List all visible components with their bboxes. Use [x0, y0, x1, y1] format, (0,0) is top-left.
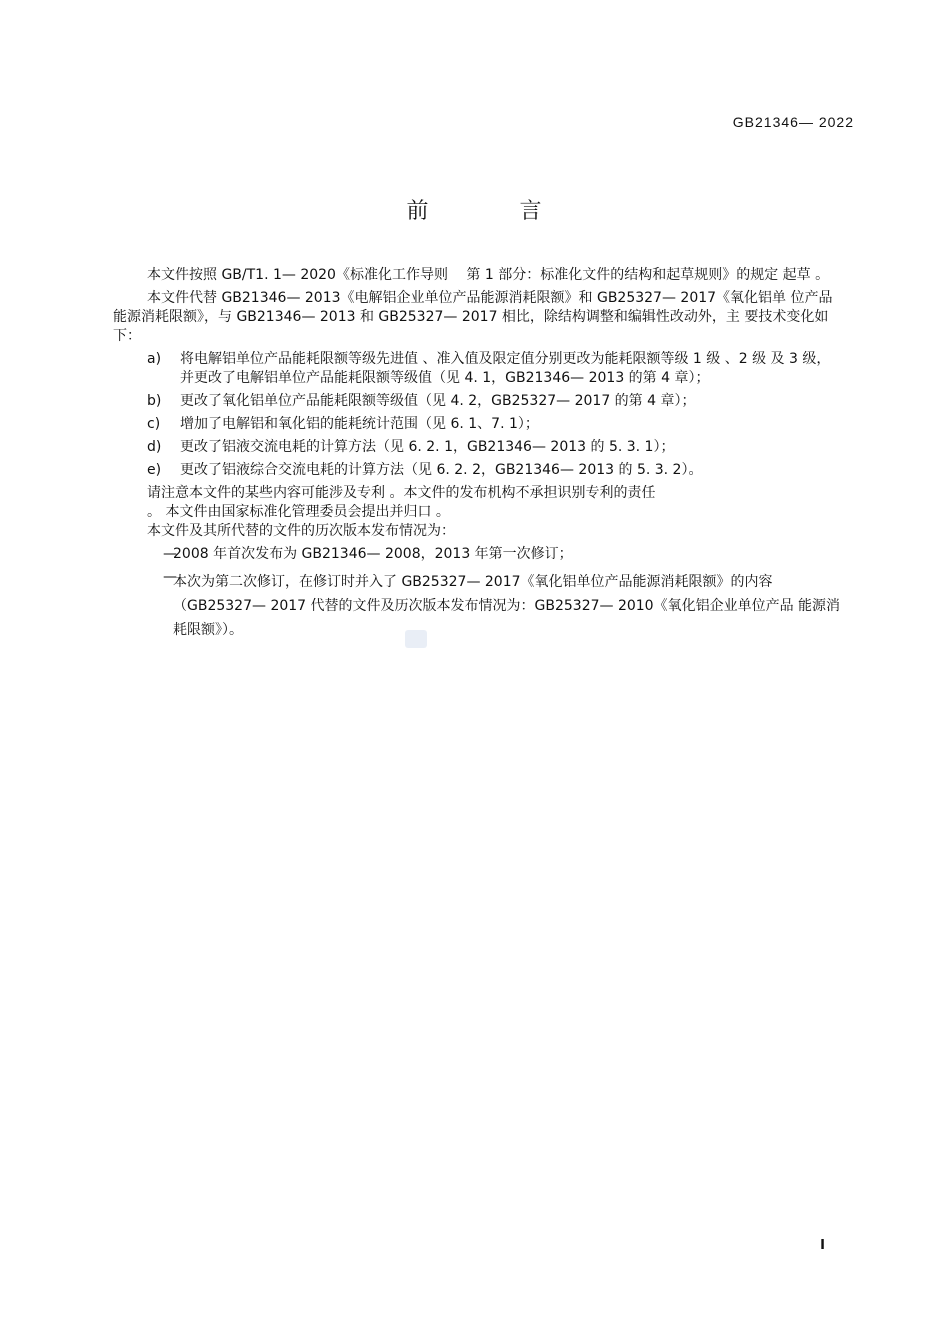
list-item-text: 更改了氧化铝单位产品能耗限额等级值（见 4. 2，GB25327— 2017 的第 4 章）； [180, 393, 696, 409]
list-marker: a) [147, 351, 162, 367]
patent-notice-line1: 请注意本文件的某些内容可能涉及专利 。本文件的发布机构不承担识别专利的责任 [147, 485, 656, 501]
list-item-change [113, 415, 843, 434]
page-number: I [820, 1238, 825, 1253]
list-item-change [113, 438, 843, 457]
dash-marker: — [163, 546, 177, 562]
list-item-text: 增加了电解铝和氧化铝的能耗统计范围（见 6. 1、7. 1）； [180, 416, 539, 432]
patent-notice-line2: 。 本文件由国家标准化管理委员会提出并归口 。 [147, 504, 450, 520]
foreword-body [113, 266, 843, 646]
paragraph-replacement: 本文件代替 GB21346— 2013《电解铝企业单位产品能源消耗限额》和 GB25327— 2017《氧化铝单 位产品能源消耗限额》，与 GB21346— 2013 和 GB25327— 2017 相比，除结构调整和编辑性改动外，主 要技术变化如下： [113, 290, 833, 344]
history-item-text: 2008 年首次发布为 GB21346— 2008，2013 年第一次修订； [173, 546, 573, 562]
list-marker: d) [147, 439, 162, 455]
watermark-logo [405, 630, 427, 648]
list-marker: c) [147, 416, 161, 432]
list-marker: b) [147, 393, 162, 409]
list-item-text: 更改了铝液综合交流电耗的计算方法（见 6. 2. 2，GB21346— 2013 的 5. 3. 2）。 [180, 462, 703, 478]
standard-code-header: GB21346— 2022 [732, 114, 854, 130]
history-item [113, 545, 843, 564]
list-item-change [113, 392, 843, 411]
history-intro: 本文件及其所代替的文件的历次版本发布情况为： [147, 523, 455, 539]
history-item-text: 本次为第二次修订，在修订时并入了 GB25327— 2017《氧化铝单位产品能源消耗限额》的内容 （GB25327— 2017 代替的文件及历次版本发布情况为：GB25327— 2010《氧化铝企业单位产品 能源消耗限额》）。 [173, 574, 841, 638]
list-item-change [113, 350, 843, 388]
list-item-change [113, 461, 843, 480]
list-marker: e) [147, 462, 162, 478]
paragraph-drafting-rules: 本文件按照 GB/T1. 1— 2020《标准化工作导则 第 1 部分：标准化文件的结构和起草规则》的规定 起草 。 [147, 267, 830, 283]
dash-marker: — [163, 569, 177, 585]
history-item [113, 568, 843, 642]
list-item-text: 将电解铝单位产品能耗限额等级先进值 、准入值及限定值分别更改为能耗限额等级 1 级 、2 级 及 3 级，并更改了电解铝单位产品能耗限额等级值（见 4. 1，GB21346— 2013 的第 4 章）； [180, 351, 831, 386]
list-item-text: 更改了铝液交流电耗的计算方法（见 6. 2. 1，GB21346— 2013 的 5. 3. 1）； [180, 439, 675, 455]
page-title: 前 言 [406, 199, 584, 224]
